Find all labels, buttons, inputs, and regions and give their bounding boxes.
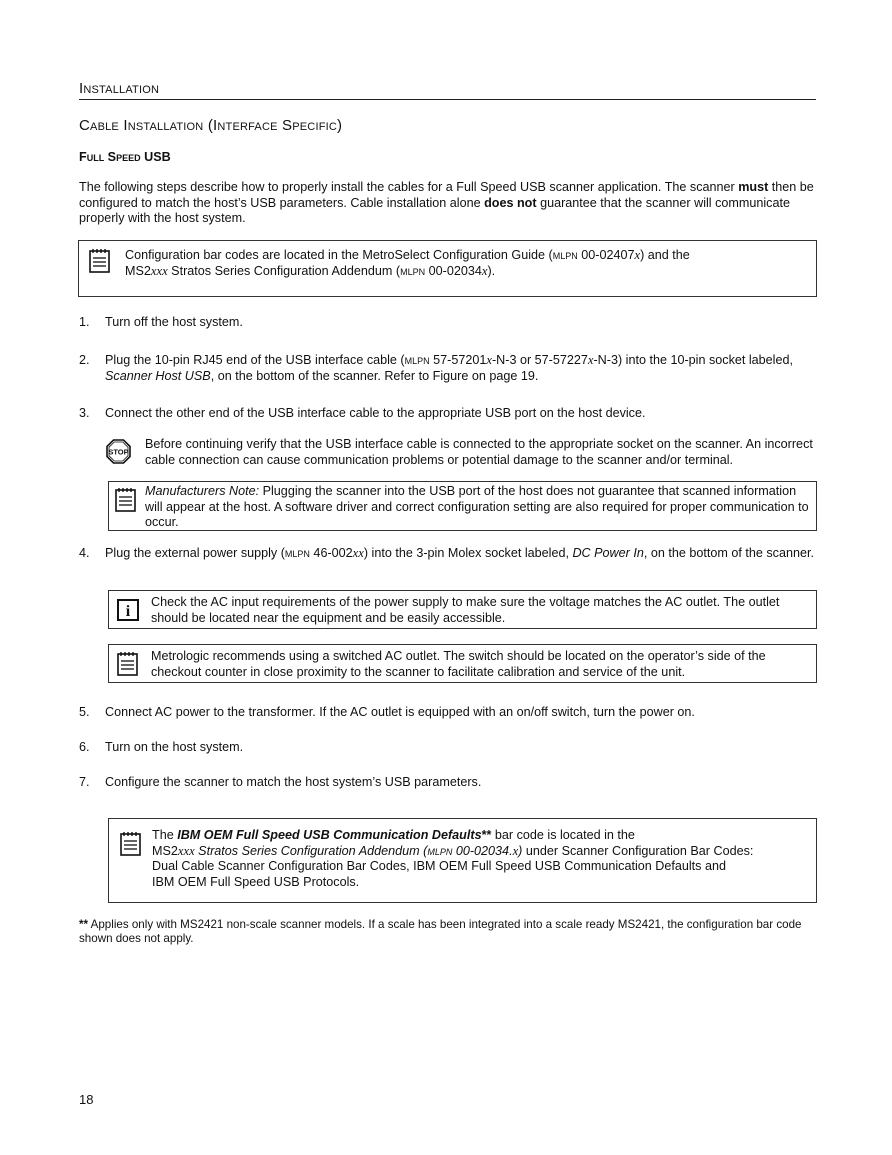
step-text: Turn on the host system. [105,740,244,754]
step-number: 6. [79,740,90,754]
note-box-config [78,240,817,297]
step-text: Connect the other end of the USB interface cable to the appropriate USB port on the host device. [105,406,646,420]
note-icon [117,651,138,676]
info-box-ac-input [108,590,817,629]
section-title: Installation [79,80,816,100]
stop-warning-text: Before continuing verify that the USB interface cable is connected to the appropriate socket on the scanner. An incorrect cable connection can cause communication problems or potential damage to the scanner and/or terminal. [145,437,813,467]
step-text: Connect AC power to the transformer. If the AC outlet is equipped with an on/off switch, turn the power on. [105,705,695,719]
info-icon [117,599,139,621]
note-icon [120,831,141,856]
note-config-text: Configuration bar codes are located in the MetroSelect Configuration Guide (mlpn 00-02407x) and the MS2xxx Stratos Series Configuration Addendum (mlpn 00-02034x). [125,248,690,278]
footnote: ** Applies only with MS2421 non-scale scanner models. If a scale has been integrated into a scale ready MS2421, the configuration bar code shown does not apply. [79,918,802,945]
switch-note-text: Metrologic recommends using a switched AC outlet. The switch should be located on the operator’s side of the checkout counter in close proximity to the scanner to facilitate calibration and service of the unit. [151,649,766,679]
note-box-switched-outlet [108,644,817,683]
svg-text:i: i [125,603,131,620]
info-ac-text: Check the AC input requirements of the power supply to make sure the voltage matches the AC outlet. The outlet should be located near the equipment and be easily accessible. [151,595,780,625]
step-number: 2. [79,353,90,367]
step-number: 5. [79,705,90,719]
step-number: 1. [79,315,90,329]
step-text: Plug the external power supply (mlpn 46-002xx) into the 3-pin Molex socket labeled, DC Power In, on the bottom of the scanner. [105,546,814,560]
stop-icon [106,439,131,464]
note-icon [89,248,110,273]
ibm-note-text: The IBM OEM Full Speed USB Communication Defaults** bar code is located in the MS2xxx Stratos Series Configuration Addendum (mlpn 00-02034.x) under Scanner Configuration Bar Codes: Dual Cable Scanner Configuration Bar Codes, IBM OEM Full Speed USB Communication Defaults and IBM OEM Full Speed USB Protocols. [152,828,754,889]
step-text: Turn off the host system. [105,315,243,329]
svg-text:STOP: STOP [108,447,129,457]
step-number: 7. [79,775,90,789]
step-text: Plug the 10-pin RJ45 end of the USB interface cable (mlpn 57-57201x-N-3 or 57-57227x-N-3) into the 10-pin socket labeled, Scanner Host USB, on the bottom of the scanner. Refer to Figure on page 19. [105,353,793,383]
minor-title: Full Speed USB [79,150,171,164]
step-number: 4. [79,546,90,560]
manufacturer-note-text: Manufacturers Note: Plugging the scanner into the USB port of the host does not guarantee that scanned information will appear at the host. A software driver and correct configuration setting are also required for proper communication to occur. [145,484,809,529]
note-box-ibm [108,818,817,903]
step-number: 3. [79,406,90,420]
note-box-manufacturer [108,481,817,531]
intro-paragraph: The following steps describe how to properly install the cables for a Full Speed USB scanner application. The scanner must then be configured to match the host’s USB parameters. Cable installation alone does not guarantee that the scanner will communicate properly with the host system. [79,180,814,225]
subsection-title: Cable Installation (Interface Specific) [79,117,343,134]
note-icon [115,487,136,512]
page-number: 18 [79,1092,94,1107]
step-text: Configure the scanner to match the host system’s USB parameters. [105,775,482,789]
